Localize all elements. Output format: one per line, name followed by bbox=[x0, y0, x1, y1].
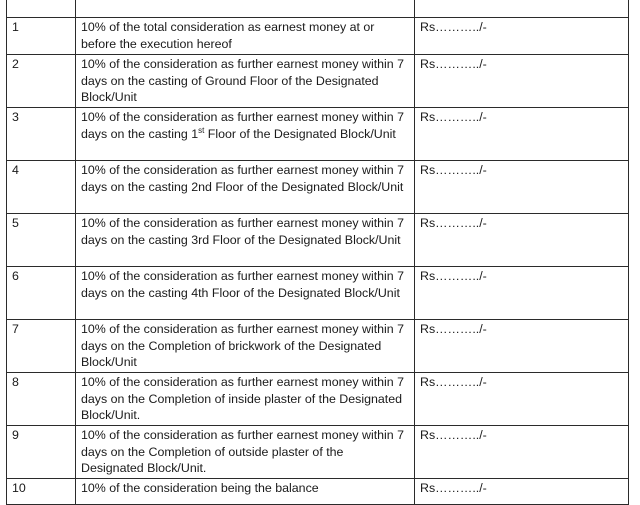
installment-number: 6 bbox=[7, 267, 76, 320]
installment-amount: Rs………../- bbox=[415, 18, 629, 55]
installment-description: 10% of the consideration as further earnest money within 7 days on the casting 4th Floor of the Designated Block/Unit bbox=[76, 267, 415, 320]
installment-amount: Rs………../- bbox=[415, 373, 629, 426]
installment-amount: Rs………../- bbox=[415, 108, 629, 161]
installment-amount: Rs………../- bbox=[415, 55, 629, 108]
payment-schedule-table bbox=[6, 0, 629, 505]
table-row bbox=[7, 161, 629, 214]
installment-description: 10% of the consideration as further earnest money within 7 days on the casting 3rd Floor of the Designated Block/Unit bbox=[76, 214, 415, 267]
table-row bbox=[7, 426, 629, 479]
header-cell-no bbox=[7, 0, 76, 18]
payment-schedule-page bbox=[6, 0, 628, 505]
installment-description: 10% of the consideration as further earnest money within 7 days on the casting 2nd Floor of the Designated Block/Unit bbox=[76, 161, 415, 214]
table-row bbox=[7, 214, 629, 267]
ordinal-suffix: st bbox=[198, 125, 205, 135]
installment-description: 10% of the consideration as further earnest money within 7 days on the Completion of brickwork of the Designated Block/Unit bbox=[76, 320, 415, 373]
installment-number: 1 bbox=[7, 18, 76, 55]
table-row bbox=[7, 108, 629, 161]
installment-amount: Rs………../- bbox=[415, 214, 629, 267]
table-row bbox=[7, 479, 629, 505]
table-row bbox=[7, 18, 629, 55]
installment-number: 4 bbox=[7, 161, 76, 214]
installment-amount: Rs………../- bbox=[415, 479, 629, 505]
installment-description: 10% of the consideration being the balance bbox=[76, 479, 415, 505]
installment-number: 10 bbox=[7, 479, 76, 505]
header-cell-description bbox=[76, 0, 415, 18]
installment-amount: Rs………../- bbox=[415, 426, 629, 479]
description-text: 10% of the consideration as further earnest money within 7 days on the casting 1 bbox=[81, 110, 405, 141]
description-text: Floor of the Designated Block/Unit bbox=[204, 126, 396, 141]
installment-description: 10% of the consideration as further earnest money within 7 days on the Completion of outside plaster of the Designated Block/Unit. bbox=[76, 426, 415, 479]
table-row bbox=[7, 55, 629, 108]
table-row bbox=[7, 373, 629, 426]
installment-description: 10% of the total consideration as earnest money at or before the execution hereof bbox=[76, 18, 415, 55]
installment-number: 5 bbox=[7, 214, 76, 267]
installment-number: 2 bbox=[7, 55, 76, 108]
installment-amount: Rs………../- bbox=[415, 320, 629, 373]
table-row bbox=[7, 320, 629, 373]
installment-number: 7 bbox=[7, 320, 76, 373]
installment-description: 10% of the consideration as further earnest money within 7 days on the Completion of inside plaster of the Designated Block/Unit. bbox=[76, 373, 415, 426]
installment-amount: Rs………../- bbox=[415, 161, 629, 214]
installment-number: 8 bbox=[7, 373, 76, 426]
installment-number: 9 bbox=[7, 426, 76, 479]
table-row bbox=[7, 267, 629, 320]
installment-description: 10% of the consideration as further earnest money within 7 days on the casting of Ground Floor of the Designated Block/Unit bbox=[76, 55, 415, 108]
table-header-row bbox=[7, 0, 629, 18]
installment-amount: Rs………../- bbox=[415, 267, 629, 320]
installment-description bbox=[76, 108, 415, 161]
header-cell-amount bbox=[415, 0, 629, 18]
installment-number: 3 bbox=[7, 108, 76, 161]
